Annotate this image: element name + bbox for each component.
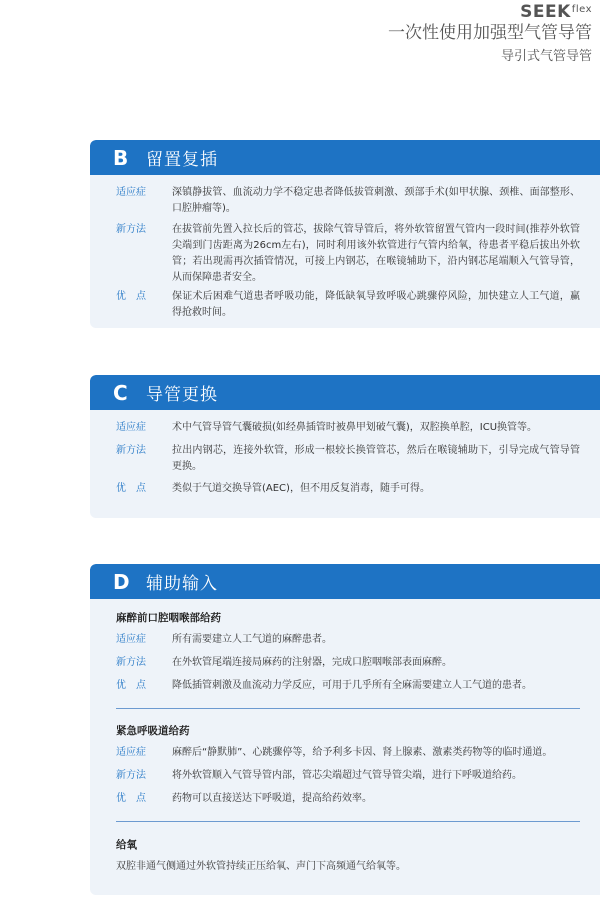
sub1-row-method <box>116 655 580 671</box>
section-divider <box>116 708 580 709</box>
section-d-header <box>90 564 600 599</box>
section-b-card <box>90 140 600 328</box>
brand-name: $SEEK^{flex}$ <box>520 2 592 22</box>
section-c-card <box>90 375 600 518</box>
row-label: 新方法 <box>116 224 146 235</box>
row-label: 新方法 <box>116 445 146 456</box>
row-label: 适应症 <box>116 747 146 758</box>
section-b-letter: B <box>113 145 129 170</box>
brand-header <box>388 2 592 66</box>
row-text: 药物可以直接送达下呼吸道，提高给药效率。 <box>172 793 372 804</box>
section-b-header <box>90 140 600 175</box>
section-c-row-indication <box>116 420 580 436</box>
row-label: 优 点 <box>116 793 146 804</box>
row-text: 拉出内钢芯，连接外软管，形成一根较长换管管芯，然后在喉镜辅助下，引导完成气管导管更换。 <box>172 445 580 472</box>
row-label: 新方法 <box>116 657 146 668</box>
oxygen-text: 双腔非通气侧通过外软管持续正压给氧、声门下高频通气给氧等。 <box>116 861 406 872</box>
row-text: 术中气管导管气囊破损(如经鼻插管时被鼻甲划破气囊)，双腔换单腔，ICU换管等。 <box>172 422 538 433</box>
section-d-letter: D <box>113 569 130 594</box>
row-label: 优 点 <box>116 680 146 691</box>
section-b-row-advantage <box>116 289 580 321</box>
row-text: 将外软管顺入气管导管内部，管芯尖端超过气管导管尖端，进行下呼吸道给药。 <box>172 770 522 781</box>
sub1-row-advantage <box>116 678 580 694</box>
product-subtitle: 导引式气管导管 <box>500 49 592 64</box>
sub1-row-indication <box>116 632 580 648</box>
sub2-row-advantage <box>116 791 580 807</box>
row-label: 新方法 <box>116 770 146 781</box>
subsection-title: 麻醉前口腔咽喉部给药 <box>116 612 221 624</box>
subsection-title: 给氧 <box>116 839 137 851</box>
section-d-title: 辅助输入 <box>146 574 218 594</box>
section-b-row-indication <box>116 185 580 217</box>
section-c-row-advantage <box>116 481 580 497</box>
row-text: 保证术后困难气道患者呼吸功能，降低缺氧导致呼吸心跳骤停风险，加快建立人工气道，赢得抢救时间。 <box>172 291 580 318</box>
row-text: 降低插管刺激及血流动力学反应，可用于几乎所有全麻需要建立人工气道的患者。 <box>172 680 532 691</box>
row-label: 优 点 <box>116 483 146 494</box>
row-label: 适应症 <box>116 422 146 433</box>
section-b-title: 留置复插 <box>146 150 218 170</box>
row-text: 在外软管尾端连接局麻药的注射器，完成口腔咽喉部表面麻醉。 <box>172 657 452 668</box>
row-label: 适应症 <box>116 634 146 645</box>
row-label: 优 点 <box>116 291 146 302</box>
section-c-title: 导管更换 <box>146 385 218 405</box>
row-text: 在拔管前先置入拉长后的管芯，拔除气管导管后，将外软管留置气管内一段时间(推荐外软管尖端到门齿距离为26cm左右)，同时利用该外软管进行气管内给氧，待患者平稳后拔出外软管；若出现需再次插管情况，可接上内钢芯，在喉镜辅助下，沿内钢芯尾端顺入气管导管，从而保障患者安全。 <box>172 224 580 283</box>
section-c-letter: C <box>113 380 128 405</box>
product-title: 一次性使用加强型气管导管 <box>388 23 592 43</box>
sub2-row-indication <box>116 745 580 761</box>
brand-superscript: flex <box>571 4 592 15</box>
row-text: 深镇静拔管、血流动力学不稳定患者降低拔管刺激、颈部手术(如甲状腺、颈椎、面部整形、口腔肿瘤等)。 <box>172 187 580 214</box>
section-d-card <box>90 564 600 895</box>
section-b-row-method <box>116 222 580 286</box>
row-text: 麻醉后“静默肺”、心跳骤停等，给予利多卡因、肾上腺素、激素类药物等的临时通道。 <box>172 747 553 758</box>
section-c-row-method <box>116 443 580 475</box>
sub2-row-method <box>116 768 580 784</box>
subsection-title: 紧急呼吸道给药 <box>116 725 190 737</box>
row-text: 所有需要建立人工气道的麻醉患者。 <box>172 634 332 645</box>
row-text: 类似于气道交换导管(AEC)，但不用反复消毒，随手可得。 <box>172 483 430 494</box>
section-c-header <box>90 375 600 410</box>
row-label: 适应症 <box>116 187 146 198</box>
section-divider <box>116 821 580 822</box>
